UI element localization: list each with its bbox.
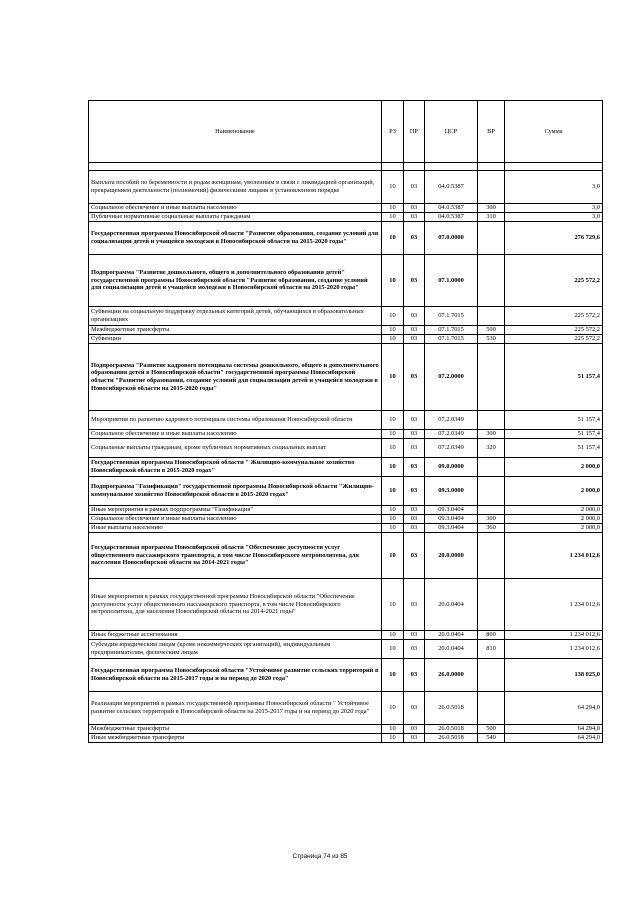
cell-vr: 800 [478,631,505,640]
cell-rz: 10 [382,458,404,477]
cell-rz: 10 [382,213,404,222]
budget-table [88,100,603,743]
table-row [89,213,603,222]
table-row [89,725,603,734]
cell-csr: 07.2.0000 [425,344,478,411]
cell-sum: 2 000,0 [505,515,603,524]
cell-name: Субвенции [89,335,382,344]
table-row [89,411,603,430]
cell-csr: 26.0.5018 [425,725,478,734]
cell-vr [478,692,505,725]
cell-rz: 10 [382,515,404,524]
cell-rz: 10 [382,659,404,692]
cell-pr: 03 [404,631,425,640]
cell-csr: 20.0.0000 [425,533,478,579]
cell-rz: 10 [382,533,404,579]
table-row [89,255,603,307]
cell-pr: 03 [404,255,425,307]
cell-name: Межбюджетные трансферты [89,326,382,335]
table-row [89,524,603,533]
cell-pr: 03 [404,533,425,579]
page-number: Страница 74 из 85 [292,853,348,860]
cell-rz: 10 [382,326,404,335]
cell-rz: 10 [382,430,404,439]
cell-pr: 03 [404,430,425,439]
cell-rz: 10 [382,335,404,344]
cell-pr: 03 [404,692,425,725]
cell-rz: 10 [382,734,404,743]
cell-csr: 07.2.0349 [425,430,478,439]
cell-sum: 3,0 [505,204,603,213]
cell-pr: 03 [404,640,425,659]
cell-csr: 26.0.5018 [425,734,478,743]
cell-csr: 20.0.0404 [425,640,478,659]
cell-pr: 03 [404,307,425,326]
cell-name: Межбюджетные трансферты [89,725,382,734]
cell-csr: 09.3.0000 [425,477,478,506]
table-row [89,506,603,515]
cell-pr: 03 [404,171,425,204]
table-header-row [89,101,603,163]
table-row [89,692,603,725]
table-row [89,439,603,458]
cell-sum: 2 000,0 [505,458,603,477]
cell-pr: 03 [404,439,425,458]
cell-pr: 03 [404,659,425,692]
cell-vr [478,458,505,477]
table-row [89,458,603,477]
cell-csr: 09.3.0404 [425,506,478,515]
cell-vr [478,255,505,307]
cell-name: Субсидии юридическим лицам (кроме некоммерческих организаций), индивидуальным предпринимателям, физическим лицам [89,640,382,659]
cell-csr: 07.2.0349 [425,439,478,458]
cell-name: Иные выплаты населению [89,524,382,533]
cell-vr [478,344,505,411]
table-row [89,734,603,743]
cell-sum: 276 729,6 [505,222,603,255]
cell-sum: 1 234 012,6 [505,640,603,659]
table-row [89,222,603,255]
cell-pr: 03 [404,524,425,533]
cell-vr: 320 [478,439,505,458]
cell-pr: 03 [404,734,425,743]
cell-vr [478,506,505,515]
cell-vr [478,411,505,430]
table-row [89,430,603,439]
cell-csr: 20.0.0404 [425,579,478,631]
cell-name: Подпрограмма "Развитие кадрового потенциала системы дошкольного, общего и дополнительного образования детей в Новосибирской области" государственной программы Новосибирской области "Развитие образования, создание условий для социализации детей и учащейся молодежи в Новосибирской области на 2015-2020 годы" [89,344,382,411]
cell-vr: 360 [478,524,505,533]
cell-csr: 26.0.5018 [425,692,478,725]
cell-sum: 3,0 [505,171,603,204]
cell-name: Иные бюджетные ассигнования [89,631,382,640]
cell-vr [478,477,505,506]
table-row [89,477,603,506]
header-name: Наименование [89,101,382,163]
cell-csr: 07.2.0349 [425,411,478,430]
cell-pr: 03 [404,222,425,255]
cell-rz: 10 [382,344,404,411]
cell-pr: 03 [404,477,425,506]
cell-vr [478,307,505,326]
cell-vr: 300 [478,515,505,524]
cell-sum: 64 294,0 [505,692,603,725]
cell-name: Государственная программа Новосибирской области " Жилищно-коммунальное хозяйство Новосибирской области в 2015-2020 годах" [89,458,382,477]
cell-csr: 07.1.0000 [425,255,478,307]
cell-sum: 225 572,2 [505,307,603,326]
cell-csr: 09.3.0404 [425,515,478,524]
cell-sum: 51 157,4 [505,344,603,411]
cell-vr [478,579,505,631]
cell-csr: 04.0.5387 [425,171,478,204]
cell-pr: 03 [404,725,425,734]
cell-vr: 300 [478,204,505,213]
cell-sum: 1 234 012,6 [505,631,603,640]
cell-pr: 03 [404,326,425,335]
cell-vr [478,533,505,579]
cell-rz: 10 [382,477,404,506]
cell-rz: 10 [382,411,404,430]
cell-rz: 10 [382,631,404,640]
cell-name: Государственная программа Новосибирской области "Развитие образования, создание условий для социализации детей и учащейся молодежи в Новосибирской области на 2015-2020 годы" [89,222,382,255]
cell-sum: 3,0 [505,213,603,222]
header-pr: ПР [404,101,425,163]
cell-sum: 51 157,4 [505,439,603,458]
cell-name: Подпрограмма "Развитие дошкольного, общего и дополнительного образования детей" государственной программы Новосибирской области "Развитие образования, создание условий для социализации детей и учащейся молодежи в Новосибирской области на 2015-2020 годы" [89,255,382,307]
table-row [89,344,603,411]
cell-sum: 64 294,0 [505,734,603,743]
table-row [89,171,603,204]
cell-name: Выплата пособий по беременности и родам женщинам, уволенным в связи с ликвидацией организаций, прекращением деятельности (полномочий) физическими лицами в установленном порядке [89,171,382,204]
header-sum: Сумма [505,101,603,163]
cell-name: Социальное обеспечение и иные выплаты населению [89,430,382,439]
cell-sum: 1 234 012,6 [505,533,603,579]
cell-sum: 1 234 012,6 [505,579,603,631]
table-spacer-row [89,163,603,171]
cell-pr: 03 [404,506,425,515]
cell-rz: 10 [382,204,404,213]
cell-pr: 03 [404,335,425,344]
cell-name: Государственная программа Новосибирской области "Обеспечение доступности услуг общественного пассажирского транспорта, в том числе Новосибирского метрополитена, для населения Новосибирской области на 2014-2021 годы" [89,533,382,579]
cell-vr: 530 [478,335,505,344]
cell-name: Социальные выплаты гражданам, кроме публичных нормативных социальных выплат [89,439,382,458]
cell-sum: 2 000,0 [505,477,603,506]
table-row [89,326,603,335]
cell-csr: 09.3.0404 [425,524,478,533]
cell-sum: 51 157,4 [505,411,603,430]
cell-name: Публичные нормативные социальные выплаты гражданам [89,213,382,222]
cell-name: Государственная программа Новосибирской области "Устойчивое развитие сельских территорий в Новосибирской области на 2015-2017 годы и на период до 2020 года" [89,659,382,692]
cell-pr: 03 [404,213,425,222]
cell-name: Субвенции на социальную поддержку отдельных категорий детей, обучающихся в образовательных организациях [89,307,382,326]
cell-vr: 810 [478,640,505,659]
cell-csr: 07.1.7015 [425,307,478,326]
cell-csr: 09.0.0000 [425,458,478,477]
cell-rz: 10 [382,307,404,326]
cell-rz: 10 [382,255,404,307]
header-vr: ВР [478,101,505,163]
cell-pr: 03 [404,458,425,477]
cell-rz: 10 [382,640,404,659]
cell-pr: 03 [404,579,425,631]
cell-sum: 51 157,4 [505,430,603,439]
cell-sum: 2 000,0 [505,524,603,533]
cell-vr: 500 [478,725,505,734]
cell-csr: 04.0.5387 [425,204,478,213]
cell-name: Иные межбюджетные трансферты [89,734,382,743]
cell-vr: 310 [478,213,505,222]
table-row [89,307,603,326]
cell-vr [478,659,505,692]
table-row [89,515,603,524]
table-row [89,533,603,579]
cell-vr [478,222,505,255]
cell-name: Мероприятия по развитию кадрового потенциала системы образования Новосибирской области [89,411,382,430]
cell-sum: 138 025,0 [505,659,603,692]
cell-rz: 10 [382,222,404,255]
cell-sum: 2 000,0 [505,506,603,515]
cell-vr: 300 [478,430,505,439]
cell-csr: 07.0.0000 [425,222,478,255]
table-body [89,163,603,743]
cell-sum: 64 294,0 [505,725,603,734]
table-row [89,204,603,213]
table-row [89,335,603,344]
table-row [89,640,603,659]
cell-vr [478,171,505,204]
cell-pr: 03 [404,515,425,524]
cell-rz: 10 [382,439,404,458]
table-row [89,579,603,631]
cell-name: Социальное обеспечение и иные выплаты населению [89,204,382,213]
cell-pr: 03 [404,411,425,430]
cell-name: Подпрограмма "Газификация" государственной программы Новосибирской области "Жилищно-коммунальное хозяйство Новосибирской области в 2015-2020 годах" [89,477,382,506]
cell-csr: 07.1.7015 [425,335,478,344]
cell-rz: 10 [382,506,404,515]
cell-pr: 03 [404,344,425,411]
cell-rz: 10 [382,725,404,734]
cell-name: Социальное обеспечение и иные выплаты населению [89,515,382,524]
cell-csr: 04.0.5387 [425,213,478,222]
cell-csr: 20.0.0404 [425,631,478,640]
cell-rz: 10 [382,579,404,631]
cell-rz: 10 [382,524,404,533]
header-rz: РЗ [382,101,404,163]
cell-sum: 225 572,2 [505,326,603,335]
header-csr: ЦСР [425,101,478,163]
table-row [89,631,603,640]
cell-sum: 225 572,2 [505,335,603,344]
table-row [89,659,603,692]
cell-vr: 540 [478,734,505,743]
cell-vr: 500 [478,326,505,335]
cell-name: Реализация мероприятий в рамках государственной программы Новосибирской области " Устойчивое развитие сельских территорий в Новосибирской области на 2015-2017 годы и на период до 2020 года" [89,692,382,725]
cell-sum: 225 572,2 [505,255,603,307]
cell-csr: 07.1.7015 [425,326,478,335]
cell-csr: 26.0.0000 [425,659,478,692]
cell-rz: 10 [382,692,404,725]
cell-name: Иные мероприятия в рамках государственной программы Новосибирской области "Обеспечение доступности услуг общественного пассажирского транспорта, в том числе Новосибирского метрополитена, для населения Новосибирской области на 2014-2021 годы" [89,579,382,631]
cell-rz: 10 [382,171,404,204]
cell-name: Иные мероприятия в рамках подпрограммы "Газификация" [89,506,382,515]
cell-pr: 03 [404,204,425,213]
